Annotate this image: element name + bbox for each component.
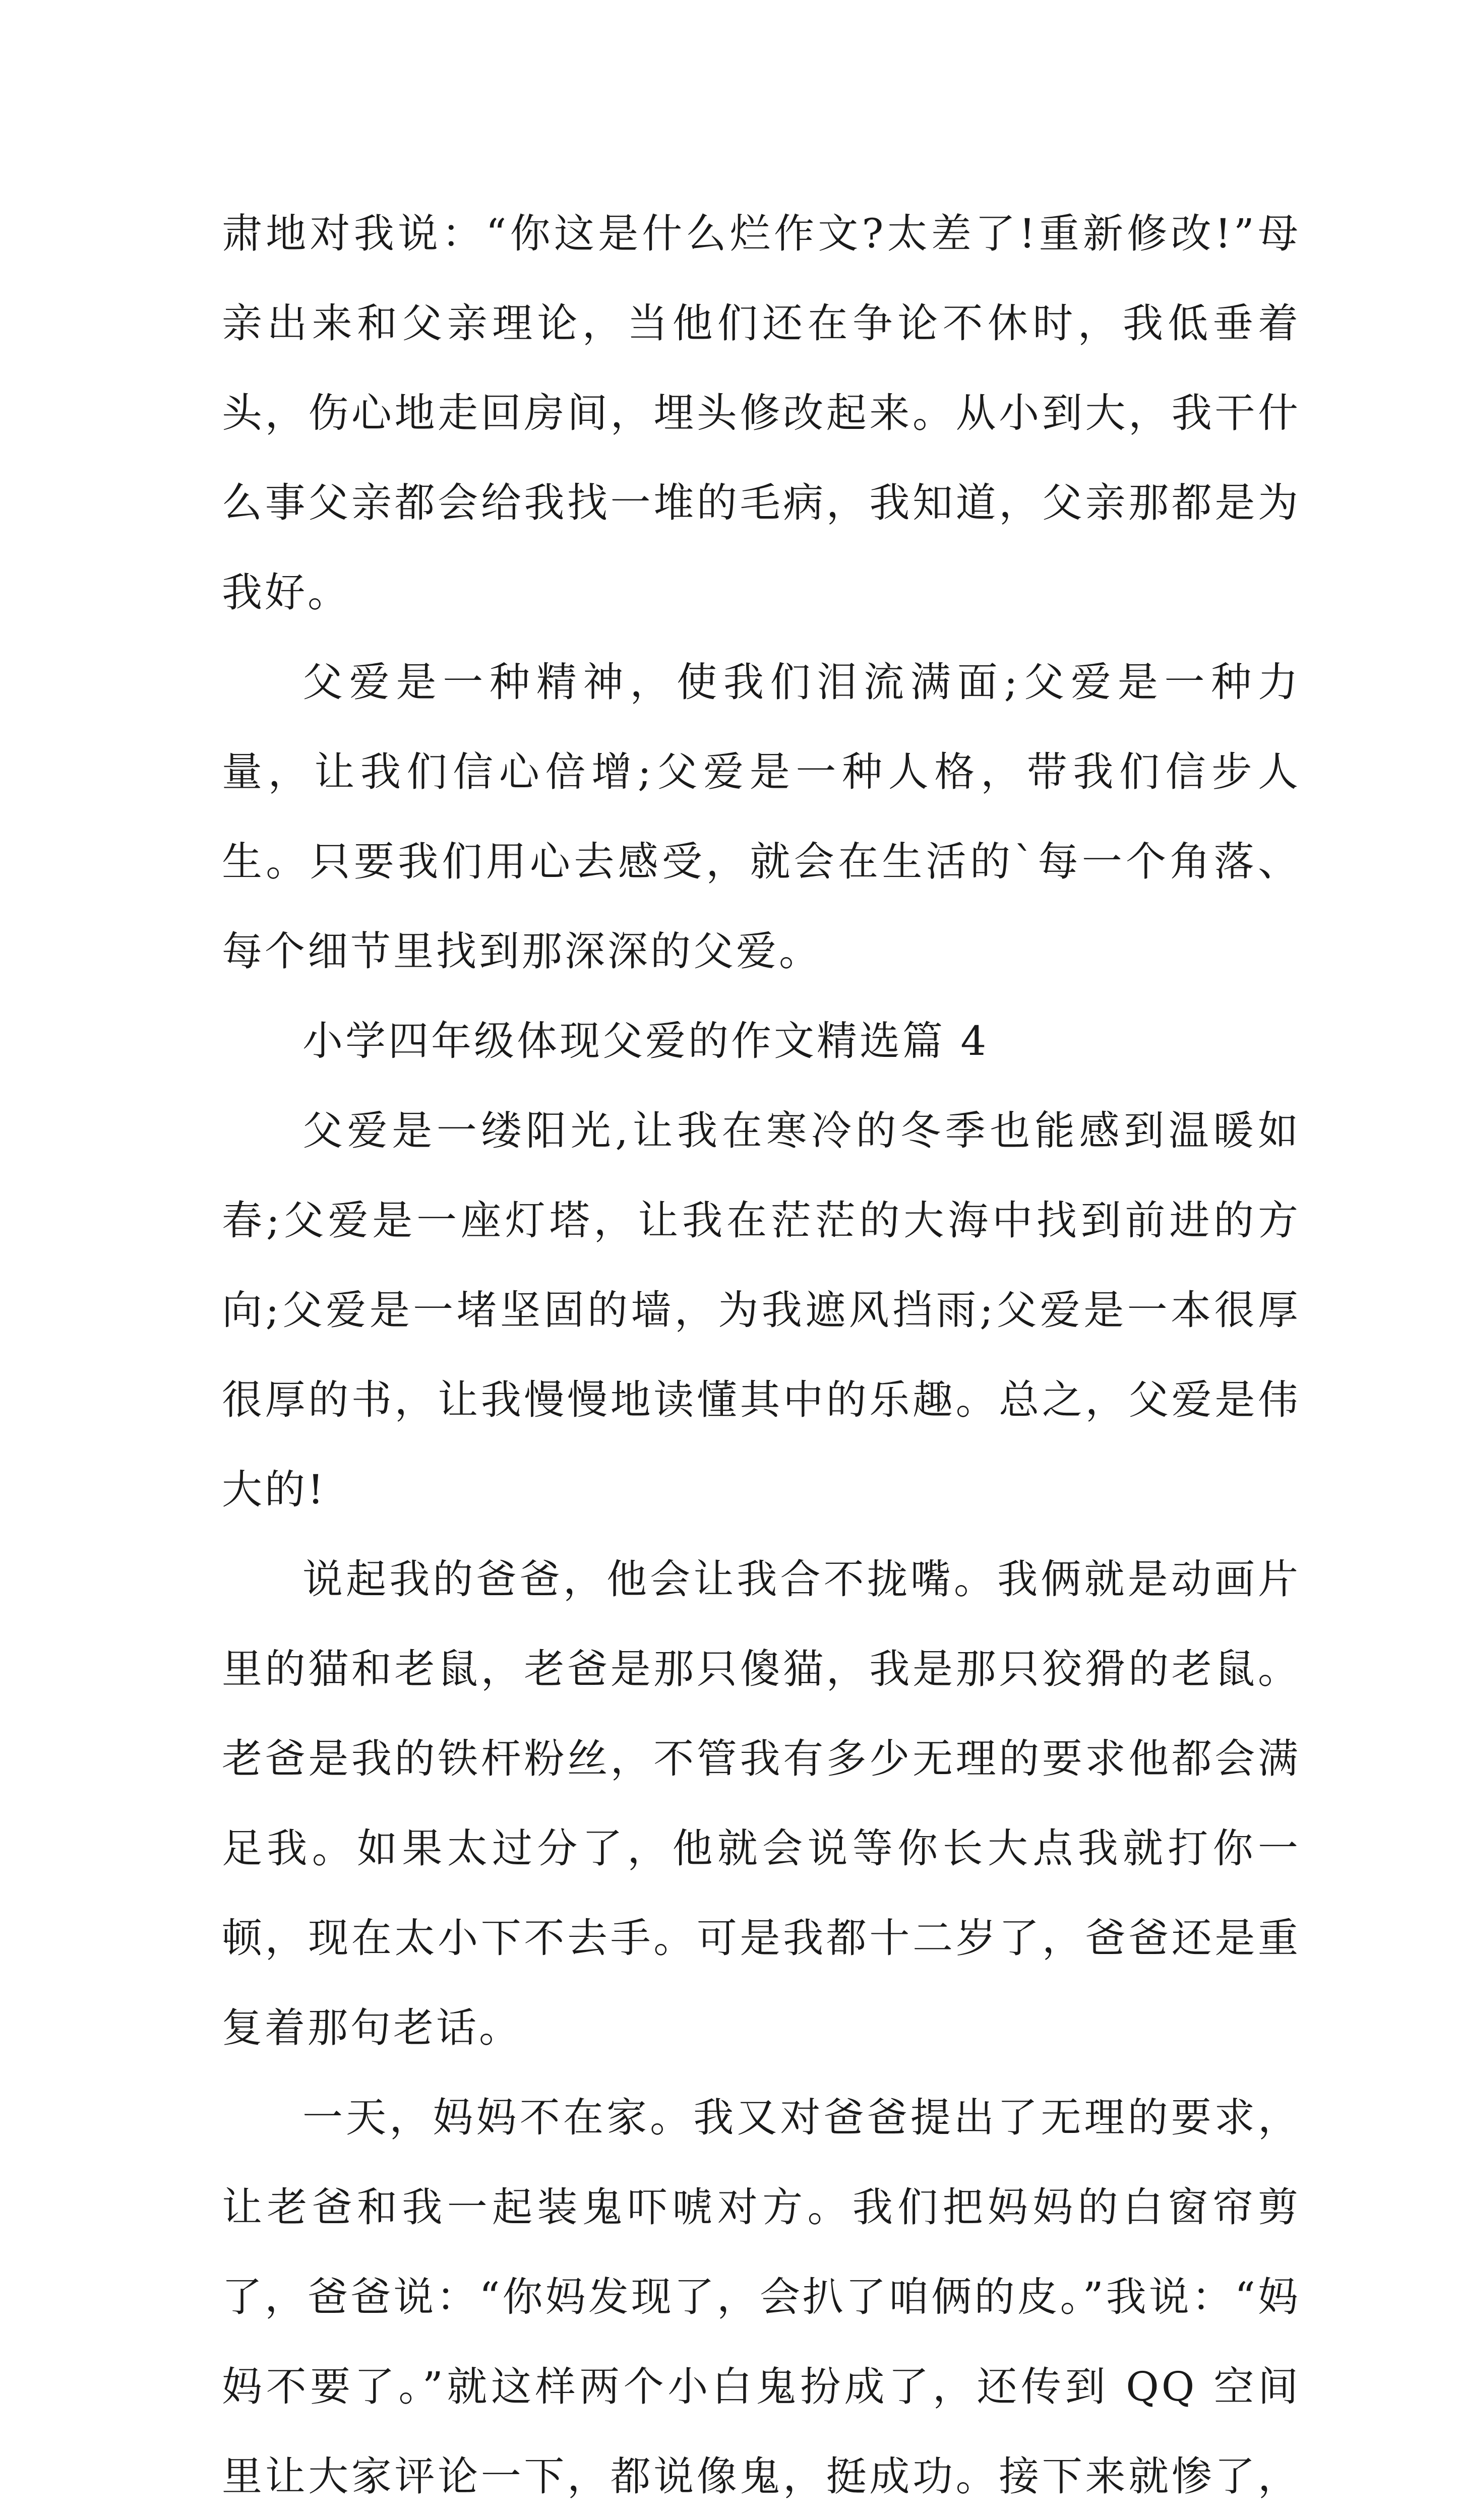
paragraph-2: 父爱是一种精神，使我们泪流满面;父爱是一种力量，让我们信心倍增;父爱是一种人格，带我们信步人生。只要我们用心去感受，就会在生活的`每一个角落、每个细节里找到那深深的父爱。 (222, 659, 1301, 975)
document-body (222, 189, 1301, 2520)
paragraph-4: 说起我的爸爸，他会让我合不拢嘴。我俩就是动画片里的猫和老鼠，老爸是那只傻猫，我是那只狡猾的老鼠。老爸是我的铁杆粉丝，不管我有多少无理的要求他都会满足我。如果太过分了，他就会说等你长大点我就打你一顿，现在太小下不去手。可是我都十二岁了，爸爸还是重复着那句老话。 (222, 1556, 1301, 2051)
paragraph-1: 肃地对我说：“你这是什么烂作文?太差了!重新修改!”母亲出来和父亲理论，当他们还在争论不休时，我低垂着头，伤心地走回房间，埋头修改起来。从小到大，我干什么事父亲都会给我找一堆的毛病，我知道，父亲那都是为我好。 (222, 210, 1301, 616)
paragraph-5: 一天，妈妈不在家。我又对爸爸提出了无理的要求，让老爸和我一起装鬼吓唬对方。我们把妈妈的白窗帘剪了，爸爸说：“你妈发现了，会扒了咱俩的皮。”我说：“妈妈不要了。”就这样两个小白鬼扮成了，还传到 QQ 空间里让大家评论一下，都说像鬼，挺成功。接下来就惨了， (222, 2094, 1301, 2500)
paragraph-3: 父爱是一缕阳光,让我在寒冷的冬季也能感到温暖如春;父爱是一座灯塔，让我在茫茫的大海中找到前进的方向;父爱是一堵坚固的墙，为我遮风挡雨;父爱是一本很厚很厚的书，让我慢慢地读懂其中的乐趣。总之，父爱是伟大的! (222, 1107, 1301, 1513)
section-title: 小学四年级体现父爱的作文精选篇 4 (302, 1018, 989, 1064)
